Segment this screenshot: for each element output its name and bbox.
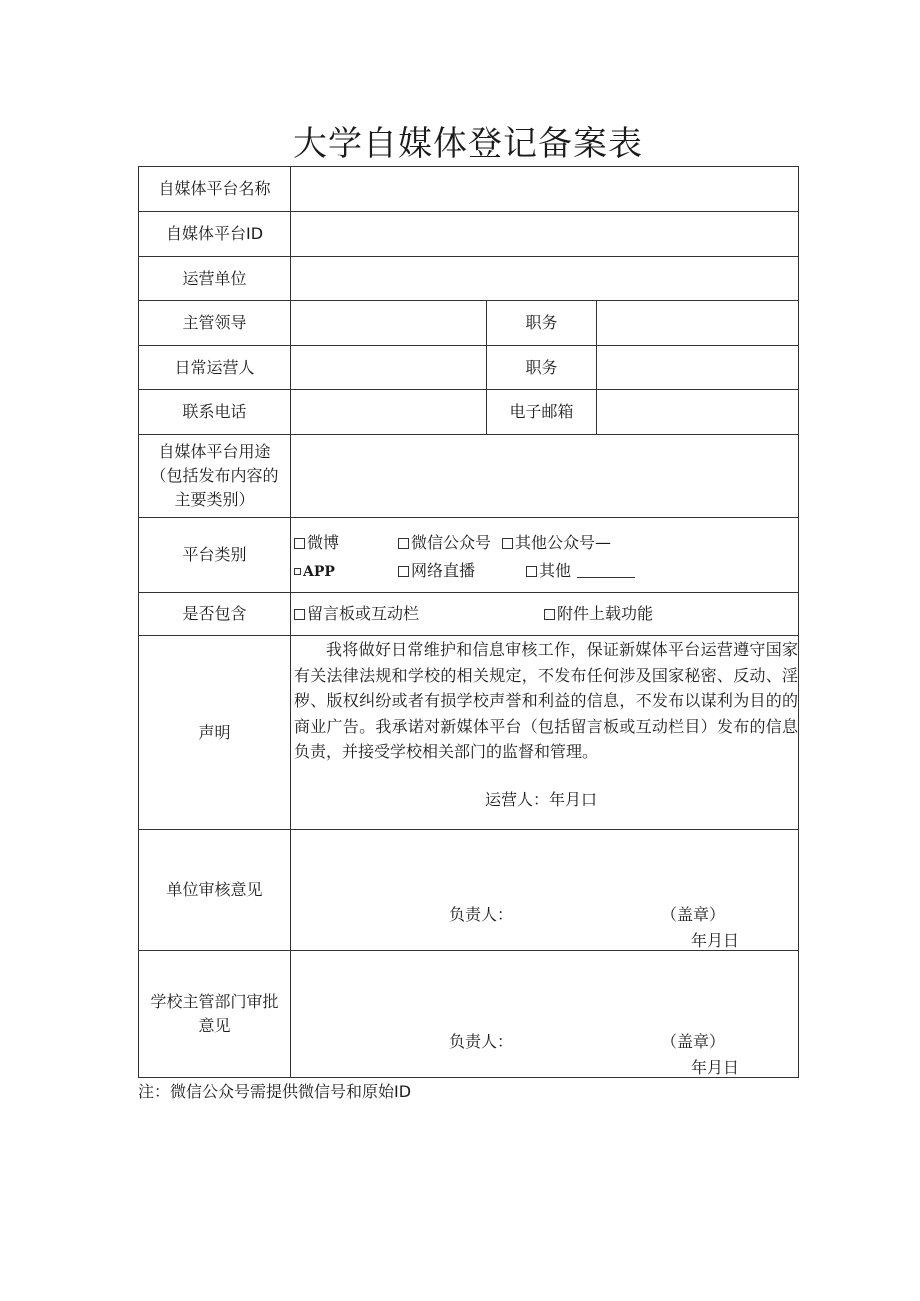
operator-position-field[interactable] xyxy=(597,346,799,390)
option-other[interactable]: 其他 xyxy=(526,560,635,582)
operator-unit-label: 运营单位 xyxy=(139,257,291,301)
platform-name-label: 自媒体平台名称 xyxy=(139,167,291,212)
operator-position-label: 职务 xyxy=(487,346,597,390)
platform-id-label: 自媒体平台ID xyxy=(139,212,291,257)
leader-field[interactable] xyxy=(291,301,487,346)
unit-review-responsible: 负责人： xyxy=(449,905,514,924)
option-attachment[interactable]: 附件上载功能 xyxy=(544,603,653,625)
checkbox-icon xyxy=(294,538,305,549)
leader-position-label: 职务 xyxy=(487,301,597,346)
phone-field[interactable] xyxy=(291,390,487,435)
declaration-label: 声明 xyxy=(139,636,291,830)
includes-label: 是否包含 xyxy=(139,593,291,636)
declaration-signature: 运营人：年月口 xyxy=(485,789,598,809)
school-approval-date: 年月日 xyxy=(691,1058,740,1077)
school-approval-cell[interactable] xyxy=(291,951,799,1078)
platform-name-field[interactable] xyxy=(291,167,799,212)
checkbox-icon xyxy=(294,568,301,575)
purpose-field[interactable] xyxy=(291,435,799,518)
platform-type-options xyxy=(291,518,799,593)
daily-operator-label: 日常运营人 xyxy=(139,346,291,390)
declaration-cell xyxy=(291,636,799,830)
option-other-official[interactable]: 其他公众号— xyxy=(502,532,611,554)
declaration-text: 我将做好日常维护和信息审核工作，保证新媒体平台运营遵守国家有关法律法规和学校的相关规定，不发布任何涉及国家秘密、反动、淫秽、版权纠纷或者有损学校声誉和利益的信息，不发布以谋利为目的的商业广告。我承诺对新媒体平台（包括留言板或互动栏目）发布的信息负责，并接受学校相关部门的监督和管理。 xyxy=(294,640,799,761)
unit-review-seal: （盖章） xyxy=(661,905,726,924)
checkbox-icon xyxy=(398,538,409,549)
option-live[interactable]: 网络直播 xyxy=(398,560,475,582)
unit-review-date: 年月日 xyxy=(691,931,740,950)
checkbox-icon xyxy=(526,566,537,577)
footnote: 注：微信公众号需提供微信号和原始ID xyxy=(138,1082,412,1101)
form-title: 大学自媒体登记备案表 xyxy=(293,124,643,164)
phone-label: 联系电话 xyxy=(139,390,291,435)
school-approval-responsible: 负责人： xyxy=(449,1032,514,1051)
other-blank-line xyxy=(577,563,635,578)
leader-label: 主管领导 xyxy=(139,301,291,346)
checkbox-icon xyxy=(544,609,555,620)
school-approval-seal: （盖章） xyxy=(661,1032,726,1051)
email-label: 电子邮箱 xyxy=(487,390,597,435)
unit-review-label: 单位审核意见 xyxy=(139,830,291,951)
checkbox-icon xyxy=(502,538,513,549)
checkbox-icon xyxy=(294,609,305,620)
option-wechat[interactable]: 微信公众号 xyxy=(398,532,491,554)
purpose-label: 自媒体平台用途（包括发布内容的主要类别） xyxy=(139,435,291,518)
platform-id-field[interactable] xyxy=(291,212,799,257)
includes-options xyxy=(291,593,799,636)
operator-unit-field[interactable] xyxy=(291,257,799,301)
platform-type-label: 平台类别 xyxy=(139,518,291,593)
leader-position-field[interactable] xyxy=(597,301,799,346)
option-app[interactable]: APP xyxy=(294,560,335,583)
unit-review-cell[interactable] xyxy=(291,830,799,951)
school-approval-label: 学校主管部门审批意见 xyxy=(139,951,291,1078)
registration-table xyxy=(138,166,799,1078)
option-weibo[interactable]: 微博 xyxy=(294,532,339,554)
option-message-board[interactable]: 留言板或互动栏 xyxy=(294,603,419,625)
checkbox-icon xyxy=(398,566,409,577)
email-field[interactable] xyxy=(597,390,799,435)
daily-operator-field[interactable] xyxy=(291,346,487,390)
